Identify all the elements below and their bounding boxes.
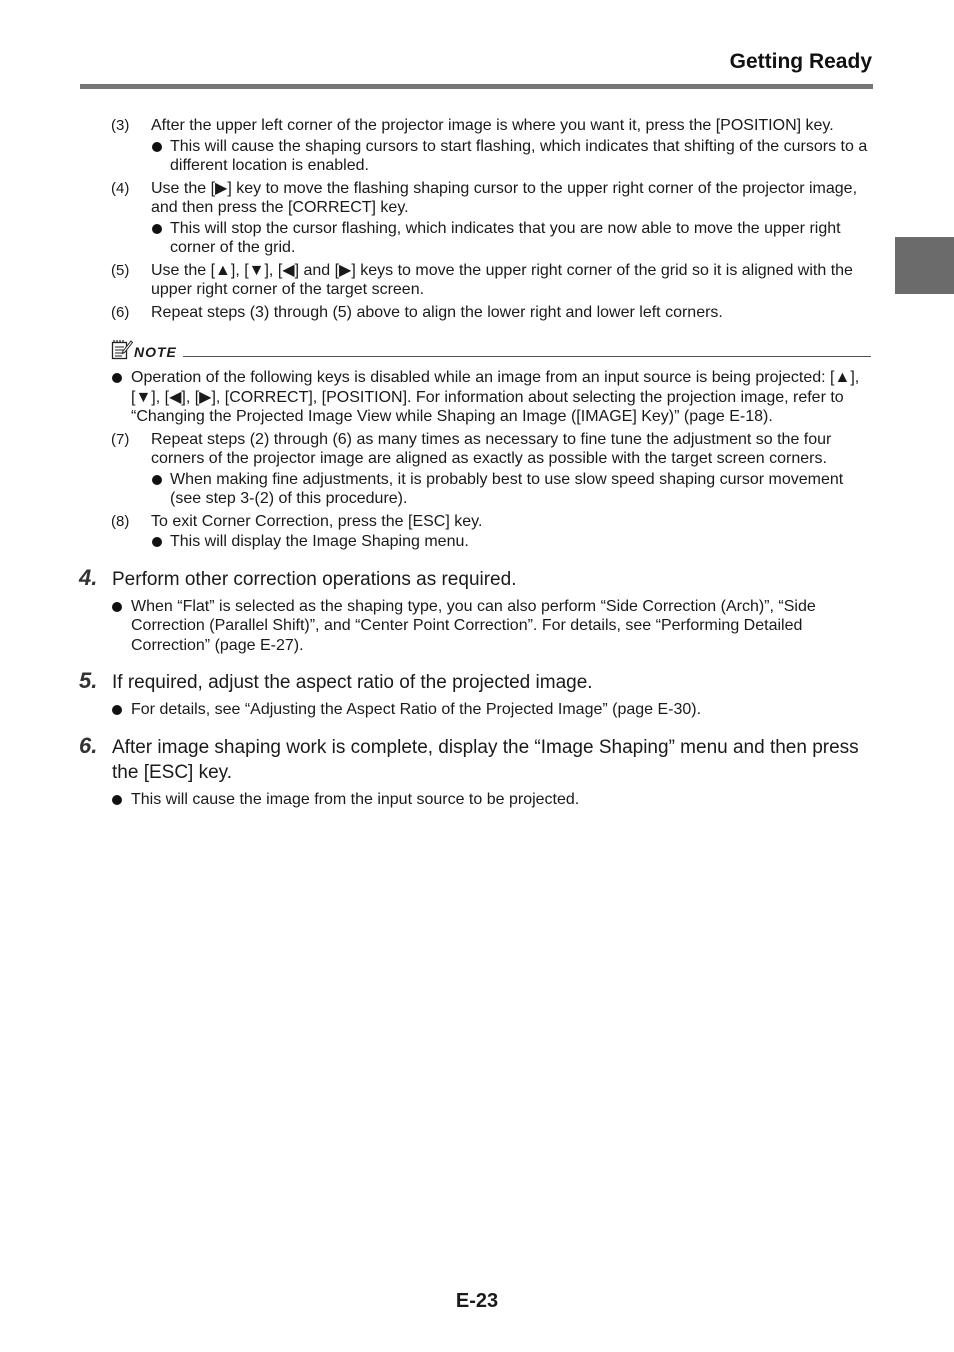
note-bullet xyxy=(111,368,871,427)
substep-6 xyxy=(111,303,871,323)
step-number: 5. xyxy=(79,668,98,693)
bullet-text: This will stop the cursor flashing, which indicates that you are now able to move the upper right corner of the grid. xyxy=(170,219,841,256)
step-bullet xyxy=(111,597,871,656)
bullet-icon xyxy=(151,470,170,509)
step-text: Perform other correction operations as required. xyxy=(112,568,517,590)
bullet-item xyxy=(151,532,871,552)
substep-text: Use the [▲], [▼], [◀] and [▶] keys to move the upper right corner of the grid so it is aligned with the upper right corner of the target screen. xyxy=(151,261,853,298)
page-number: E-23 xyxy=(455,1290,499,1312)
substep-number: (7) xyxy=(111,430,130,448)
bullet-icon xyxy=(151,137,170,176)
bullet-text: When “Flat” is selected as the shaping type, you can also perform “Side Correction (Arch)”, “Side Correction (Parallel Shift)”, and “Center Point Correction”. For details, see “Performing Detailed Correction” (page E-27). xyxy=(131,597,816,654)
substep-text: Repeat steps (3) through (5) above to align the lower right and lower left corners. xyxy=(151,303,723,321)
note-label: NOTE xyxy=(134,344,177,360)
bullet-text: This will display the Image Shaping menu. xyxy=(170,533,469,550)
substep-7 xyxy=(111,430,871,509)
step-text: If required, adjust the aspect ratio of the projected image. xyxy=(112,672,593,693)
step-bullet xyxy=(111,700,871,720)
note-header xyxy=(111,336,871,360)
substep-number: (5) xyxy=(111,261,130,279)
bullet-text: When making fine adjustments, it is probably best to use slow speed shaping cursor movement (see step 3-(2) of this procedure). xyxy=(170,470,844,507)
step-5 xyxy=(79,668,871,695)
substep-number: (3) xyxy=(111,117,130,134)
bullet-icon xyxy=(111,790,131,810)
bullet-icon xyxy=(111,368,131,427)
bullet-text: For details, see “Adjusting the Aspect Ratio of the Projected Image” (page E-30). xyxy=(131,701,702,718)
substep-number: (8) xyxy=(111,512,130,530)
substep-4 xyxy=(111,179,871,258)
section-title: Getting Ready xyxy=(729,50,872,73)
chapter-tab xyxy=(895,237,954,294)
bullet-text: This will cause the shaping cursors to start flashing, which indicates that shifting of the cursors to a different location is enabled. xyxy=(170,137,868,174)
bullet-icon xyxy=(111,597,131,656)
substep-3 xyxy=(111,116,871,176)
bullet-item xyxy=(151,470,871,509)
header-rule xyxy=(80,84,873,89)
bullet-text: Operation of the following keys is disabled while an image from an input source is being projected: [▲], [▼], [◀], [▶], [CORRECT], [POSITION]. For information about selecting the projection image, refer to “Changing the Projected Image View while Shaping an Image ([IMAGE] Key)” (page E-18). xyxy=(131,369,860,425)
bullet-icon xyxy=(151,532,170,552)
step-4 xyxy=(79,565,871,592)
bullet-icon xyxy=(111,700,131,720)
substep-number: (6) xyxy=(111,303,130,321)
substep-text: Repeat steps (2) through (6) as many times as necessary to fine tune the adjustment so the four corners of the projector image are aligned as exactly as possible with the target screen corners. xyxy=(151,430,832,467)
bullet-icon xyxy=(151,219,170,258)
substep-5 xyxy=(111,261,871,300)
step-bullet xyxy=(111,790,871,810)
note-pad-icon xyxy=(111,338,133,360)
substep-text: Use the [▶] key to move the flashing shaping cursor to the upper right corner of the projector image, and then press the [CORRECT] key. xyxy=(151,179,858,216)
bullet-text: This will cause the image from the input source to be projected. xyxy=(131,790,580,808)
content xyxy=(79,116,871,812)
step-6 xyxy=(79,733,871,785)
step-number: 6. xyxy=(79,732,98,758)
bullet-item xyxy=(151,219,871,258)
step-text: After image shaping work is complete, display the “Image Shaping” menu and then press the [ESC] key. xyxy=(112,736,859,783)
note-rule xyxy=(183,356,871,357)
substep-8 xyxy=(111,512,871,552)
substep-text: To exit Corner Correction, press the [ESC] key. xyxy=(151,512,483,530)
step-number: 4. xyxy=(79,564,98,590)
substep-text: After the upper left corner of the projector image is where you want it, press the [POSITION] key. xyxy=(151,117,834,134)
bullet-item xyxy=(151,137,871,176)
substep-number: (4) xyxy=(111,179,130,197)
